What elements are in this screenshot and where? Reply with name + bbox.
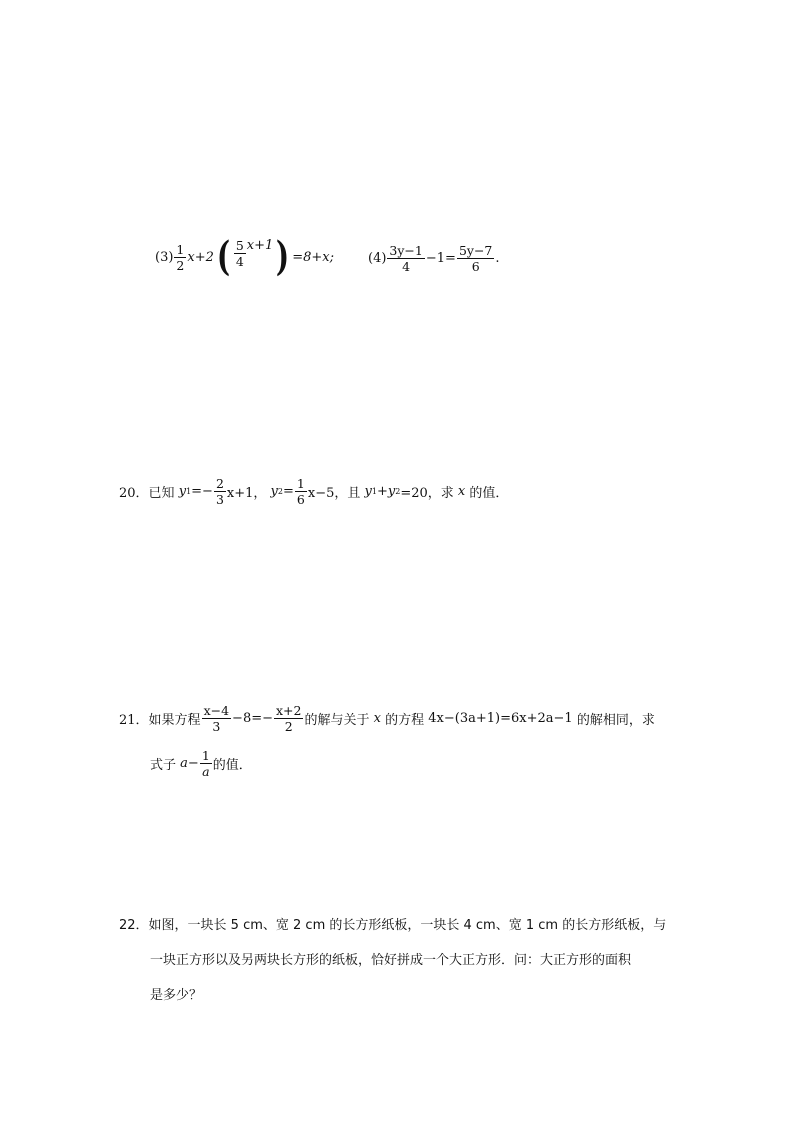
numerator: 1 xyxy=(201,747,210,763)
var: y xyxy=(364,483,372,499)
numerator: 5y−7 xyxy=(458,242,493,258)
var: x xyxy=(457,483,466,499)
text: 的解相同，求 xyxy=(576,712,655,728)
question-22-line-1: 22．如图，一块长 5 cm、宽 2 cm 的长方形纸板，一块长 4 cm、宽 1 cm 的长方形纸板，与 xyxy=(119,918,667,933)
expression: x+2 xyxy=(187,249,214,265)
denominator: 6 xyxy=(471,258,480,274)
expression: =8+x; xyxy=(292,249,334,265)
denominator: 2 xyxy=(176,257,185,273)
question-22-line-2: 一块正方形以及另两块长方形的纸板，恰好拼成一个大正方形．问：大正方形的面积 xyxy=(150,953,632,968)
equation: 4x−(3a+1)=6x+2a−1 xyxy=(428,710,573,726)
expression: x+1 xyxy=(246,238,274,253)
text: 的值． xyxy=(212,757,252,773)
numerator: x−4 xyxy=(203,702,230,718)
denominator: 4 xyxy=(235,254,244,269)
fraction xyxy=(200,748,212,779)
expression: =− xyxy=(191,483,213,499)
expression: = xyxy=(283,483,294,499)
numerator: 1 xyxy=(176,241,185,257)
expression: x−5，且 xyxy=(307,485,361,501)
var: y xyxy=(270,483,278,499)
problem-3 xyxy=(155,232,334,282)
fraction xyxy=(214,476,226,507)
expression: x+1， xyxy=(226,485,267,501)
numerator: 1 xyxy=(296,475,305,491)
fraction xyxy=(174,242,186,273)
subscript: 1 xyxy=(371,486,377,496)
numerator: 5 xyxy=(235,238,244,253)
var: y xyxy=(178,483,187,499)
question-22-line-3: 是多少？ xyxy=(150,988,203,1003)
numerator: x+2 xyxy=(276,702,302,718)
left-paren: ( xyxy=(216,233,230,280)
right-paren: ) xyxy=(276,233,290,280)
subscript: 1 xyxy=(186,486,192,496)
denominator: 4 xyxy=(402,258,411,274)
expression: −8=− xyxy=(232,710,273,726)
problem-label: (4) xyxy=(368,250,387,266)
question-21-line-1 xyxy=(119,700,655,736)
text: 已知 xyxy=(148,485,175,501)
expression: . xyxy=(495,250,500,266)
fraction xyxy=(457,243,494,274)
denominator: a xyxy=(202,763,210,779)
numerator: 3y−1 xyxy=(389,242,423,258)
expression: + xyxy=(376,483,388,499)
fraction xyxy=(234,238,246,269)
question-number: 21． xyxy=(119,712,149,728)
question-21-line-2 xyxy=(150,745,252,781)
fraction xyxy=(274,703,303,734)
var: y xyxy=(387,483,396,499)
subscript: 2 xyxy=(277,486,283,496)
text: 的值． xyxy=(469,485,509,501)
fraction xyxy=(387,243,424,274)
text: 如果方程 xyxy=(148,712,201,728)
expression: a− xyxy=(180,755,199,771)
expression: −1= xyxy=(425,250,456,266)
fraction xyxy=(202,703,231,734)
fraction xyxy=(295,476,307,507)
numerator: 2 xyxy=(215,475,224,491)
var: x xyxy=(373,710,381,726)
expression: =20，求 xyxy=(400,485,454,501)
text: 的方程 xyxy=(385,712,425,728)
text: 的解与关于 xyxy=(304,712,370,728)
denominator: 2 xyxy=(284,718,293,734)
denominator: 3 xyxy=(215,491,224,507)
subscript: 2 xyxy=(395,486,401,496)
question-number: 20． xyxy=(119,485,149,501)
denominator: 6 xyxy=(296,491,305,507)
question-20 xyxy=(119,473,508,509)
denominator: 3 xyxy=(212,718,221,734)
text: 式子 xyxy=(150,757,177,773)
problem-4 xyxy=(368,240,500,276)
problem-label: (3) xyxy=(155,249,174,265)
